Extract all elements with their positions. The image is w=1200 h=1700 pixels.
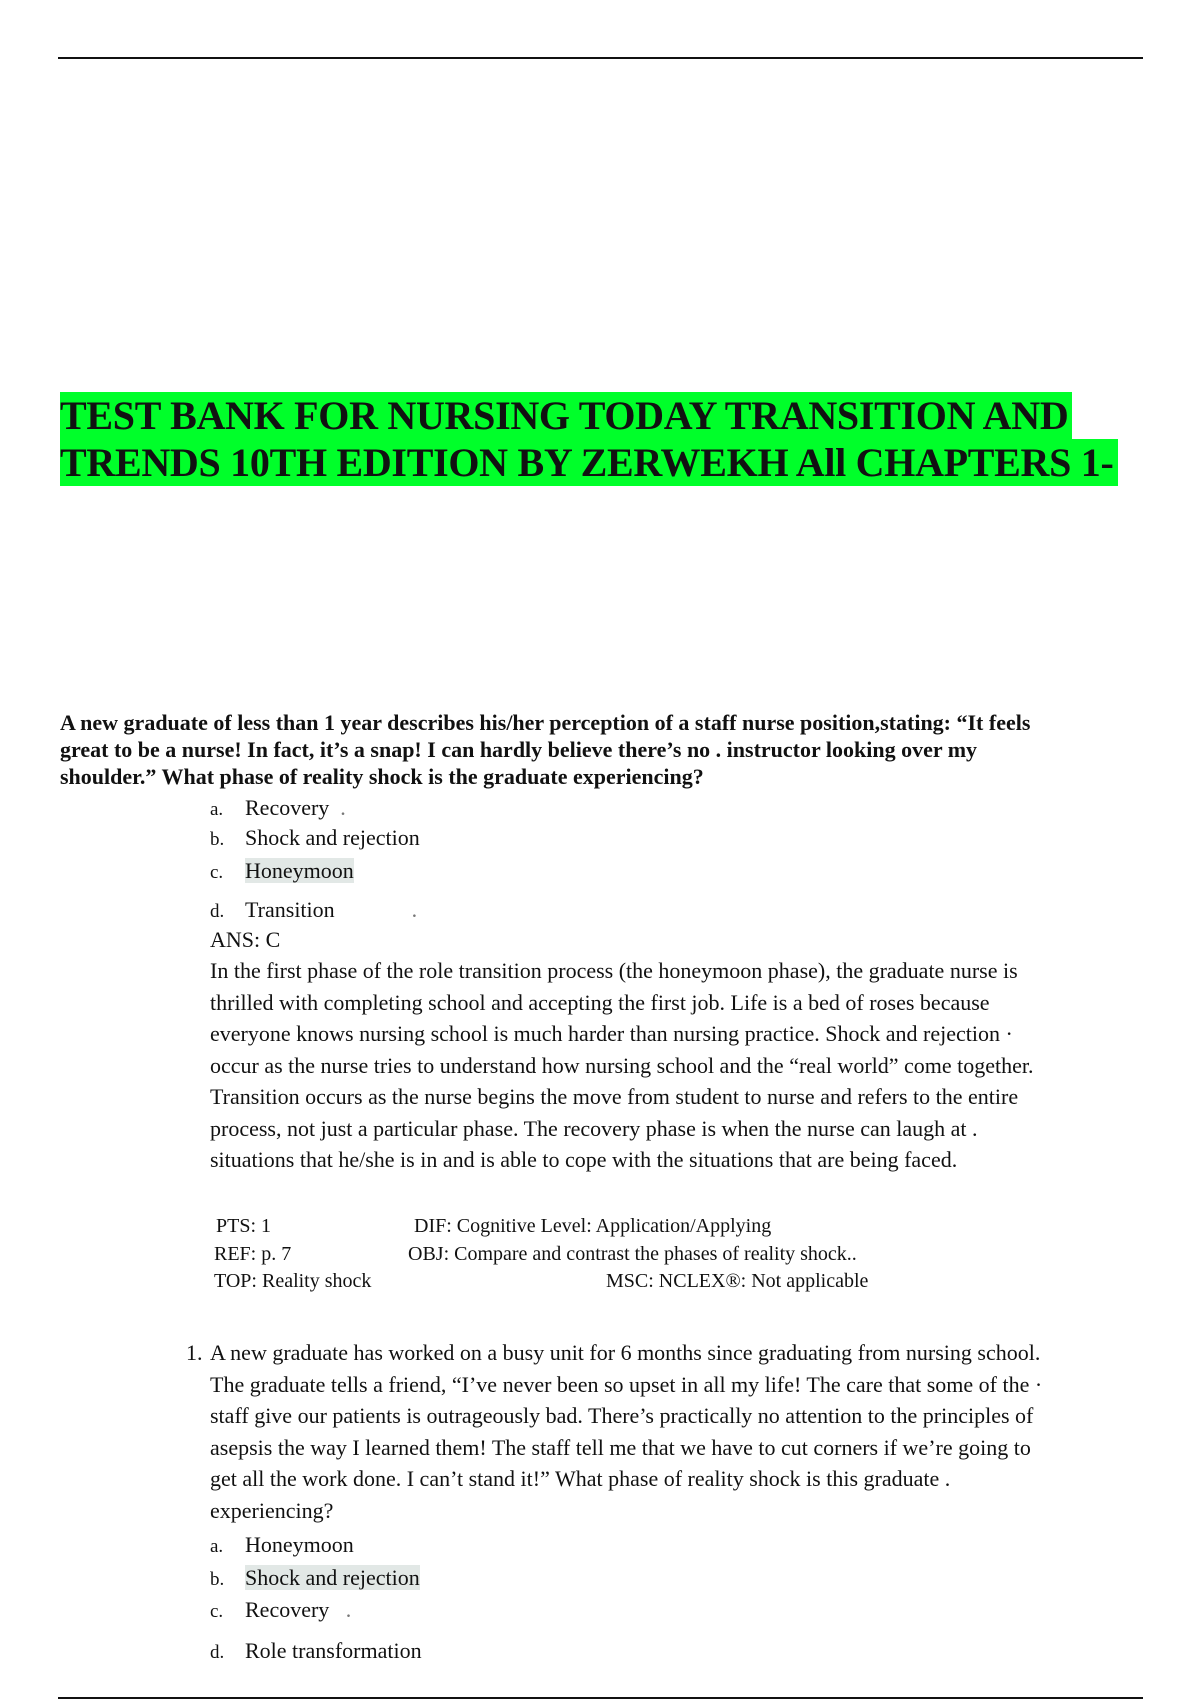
- question-2-option-a: [210, 1532, 354, 1558]
- option-letter: b.: [210, 829, 225, 850]
- question-1-option-d: [210, 897, 417, 923]
- option-letter: a.: [210, 799, 224, 820]
- question-1-option-a: [210, 795, 346, 821]
- question-2-stem-line: experiencing?: [210, 1497, 334, 1523]
- top-rule: [58, 57, 1143, 59]
- option-text: Recovery: [245, 1597, 330, 1622]
- option-text: Role transformation: [245, 1638, 422, 1663]
- rationale-line: Transition occurs as the nurse begins the move from student to nurse and refers to the entire: [210, 1084, 1019, 1109]
- question-2-option-d: [210, 1638, 422, 1664]
- option-text: Shock and rejection: [245, 825, 420, 850]
- document-title-line-1: TEST BANK FOR NURSING TODAY TRANSITION AND: [60, 392, 1072, 439]
- option-trail: .: [329, 795, 346, 820]
- option-letter: a.: [210, 1536, 224, 1557]
- meta-dif: DIF: Cognitive Level: Application/Applying: [414, 1215, 772, 1237]
- option-trail: .: [329, 1597, 352, 1622]
- rationale-line: everyone knows nursing school is much harder than nursing practice. Shock and rejection ·: [210, 1021, 1013, 1046]
- meta-pts: PTS: 1: [216, 1215, 272, 1237]
- meta-msc: MSC: NCLEX®: Not applicable: [606, 1270, 869, 1292]
- question-2-option-b: [210, 1565, 420, 1591]
- meta-obj: OBJ: Compare and contrast the phases of reality shock..: [408, 1243, 857, 1265]
- option-letter: c.: [210, 1601, 224, 1622]
- meta-ref: REF: p. 7: [214, 1243, 292, 1265]
- question-1-stem-line: great to be a nurse! In fact, it’s a snap! I can hardly believe there’s no . instructor looking over my: [60, 737, 978, 762]
- option-letter: b.: [210, 1569, 225, 1590]
- question-1-option-c: [210, 858, 354, 884]
- question-2-stem-line: asepsis the way I learned them! The staff tell me that we have to cut corners if we’re going to: [210, 1434, 1031, 1460]
- document-title-line-2: TRENDS 10TH EDITION BY ZERWEKH All CHAPTERS 1-: [60, 439, 1118, 486]
- question-2-stem-line: get all the work done. I can’t stand it!” What phase of reality shock is this graduate .: [210, 1466, 951, 1491]
- rationale-line: situations that he/she is in and is able to cope with the situations that are being faced.: [210, 1147, 958, 1172]
- option-trail: .: [334, 897, 418, 922]
- question-1-stem-line: A new graduate of less than 1 year describes his/her perception of a staff nurse position,stating: “It feels: [60, 710, 1031, 735]
- rationale-line: In the first phase of the role transition process (the honeymoon phase), the graduate nurse is: [210, 958, 1018, 983]
- rationale-line: thrilled with completing school and accepting the first job. Life is a bed of roses because: [210, 989, 990, 1015]
- question-2-stem-line: A new graduate has worked on a busy unit for 6 months since graduating from nursing school.: [210, 1340, 1041, 1365]
- bottom-rule: [58, 1697, 1143, 1699]
- question-2-stem-line: The graduate tells a friend, “I’ve never been so upset in all my life! The care that some of the ·: [210, 1371, 1043, 1397]
- question-2-stem-line: staff give our patients is outrageously bad. There’s practically no attention to the principles of: [210, 1403, 1034, 1428]
- option-letter: d.: [210, 901, 225, 922]
- question-2-stem: [210, 1337, 1042, 1526]
- option-letter: d.: [210, 1642, 225, 1663]
- option-text-highlighted: Shock and rejection: [245, 1565, 420, 1590]
- question-1-option-b: [210, 825, 420, 851]
- rationale-line: occur as the nurse tries to understand how nursing school and the “real world” come together.: [210, 1052, 1034, 1078]
- option-text: Honeymoon: [245, 1532, 354, 1557]
- option-text: Recovery: [245, 795, 330, 820]
- question-1-stem-line: shoulder.” What phase of reality shock is the graduate experiencing?: [60, 764, 704, 789]
- question-2-number: 1.: [186, 1340, 203, 1365]
- rationale-line: process, not just a particular phase. The recovery phase is when the nurse can laugh at .: [210, 1115, 978, 1141]
- question-1-stem: [60, 709, 1140, 790]
- option-text-highlighted: Honeymoon: [245, 858, 354, 883]
- question-2-option-c: [210, 1597, 351, 1623]
- meta-top: TOP: Reality shock: [214, 1270, 372, 1292]
- question-1-answer: ANS: C: [210, 927, 281, 952]
- option-letter: c.: [210, 862, 224, 883]
- option-text: Transition: [245, 897, 335, 922]
- question-1-rationale: [210, 955, 1130, 1176]
